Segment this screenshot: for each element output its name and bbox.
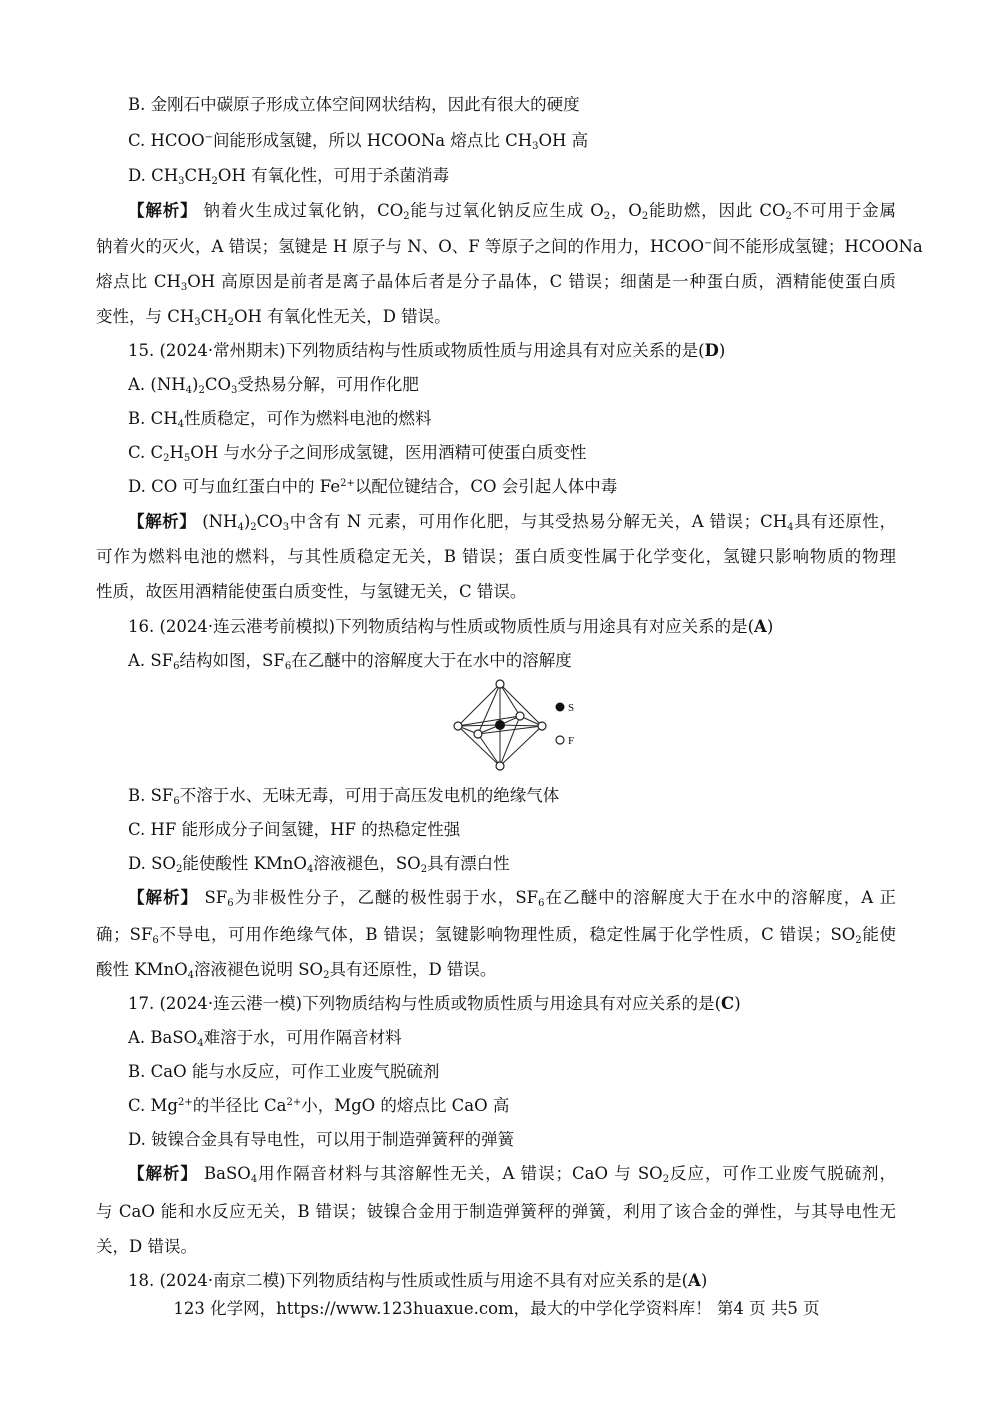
q18-stem: 18. (2024·南京二模)下列物质结构与性质或性质与用途不具有对应关系的是(A) xyxy=(128,1271,708,1290)
q14-option-b: B. 金刚石中碳原子形成立体空间网状结构，因此有很大的硬度 xyxy=(128,95,580,114)
q17-option-b: B. CaO 能与水反应，可作工业废气脱硫剂 xyxy=(128,1062,440,1081)
legend-fluorine-marker xyxy=(556,736,564,744)
q16-option-c: C. HF 能形成分子间氢键，HF 的热稳定性强 xyxy=(128,820,461,839)
q17-option-d: D. 铍镍合金具有导电性，可以用于制造弹簧秤的弹簧 xyxy=(128,1130,515,1149)
analysis-tag: 【解析】 xyxy=(128,201,198,220)
q15-analysis-line-2: 可作为燃料电池的燃料，与其性质稳定无关，B 错误；蛋白质变性属于化学变化，氢键只影响物质的物理 xyxy=(96,547,896,566)
q14-analysis-line-1: 【解析】 钠着火生成过氧化钠，$CO_2$能与过氧化钠反应生成 $O_2$，$O_2$能助燃，因此 $CO_2$不可用于金属 xyxy=(128,201,897,222)
q16-answer: A xyxy=(754,617,767,636)
q15-analysis-line-1: 【解析】 $(NH_4)_2CO_3$中含有 N 元素，可用作化肥，与其受热易分解无关，A 错误；$CH_4$具有还原性， xyxy=(128,512,897,533)
q14-option-c: C. HCOO−间能形成氢键，所以 HCOONa 熔点比 $CH_3OH$ 高 xyxy=(128,131,589,152)
q15-stem: 15. (2024·常州期末)下列物质结构与性质或物质性质与用途具有对应关系的是(D) xyxy=(128,341,726,360)
q15-option-c: C. $C_2H_5OH$ 与水分子之间形成氢键，医用酒精可使蛋白质变性 xyxy=(128,443,587,464)
q15-answer: D xyxy=(704,341,719,360)
legend-fluorine-label: F xyxy=(568,735,575,747)
q17-analysis-line-1: 【解析】 BaSO$_4$用作隔音材料与其溶解性无关，A 错误；CaO 与 $SO_2$反应，可作工业废气脱硫剂， xyxy=(128,1164,897,1185)
fluorine-atom xyxy=(538,722,546,730)
q14-option-d: D. $CH_3CH_2OH$ 有氧化性，可用于杀菌消毒 xyxy=(128,166,450,187)
analysis-tag: 【解析】 xyxy=(128,512,197,531)
q16-analysis-line-1: 【解析】 $SF_6$为非极性分子，乙醚的极性弱于水，$SF_6$在乙醚中的溶解度大于在水中的溶解度，A 正 xyxy=(128,888,896,909)
q15-option-a: A. $(NH_4)_2CO_3$受热易分解，可用作化肥 xyxy=(128,375,419,396)
analysis-tag: 【解析】 xyxy=(128,888,199,907)
q16-option-b: B. $SF_6$不溶于水、无味无毒，可用于高压发电机的绝缘气体 xyxy=(128,786,560,807)
fluorine-atom xyxy=(474,730,482,738)
legend-sulfur-marker xyxy=(556,703,565,712)
q16-option-a: A. $SF_6$结构如图，$SF_6$在乙醚中的溶解度大于在水中的溶解度 xyxy=(128,651,572,672)
fluorine-atom xyxy=(496,680,504,688)
q15-analysis-line-3: 性质，故医用酒精能使蛋白质变性，与氢键无关，C 错误。 xyxy=(96,582,527,601)
q15-option-d: D. CO 可与血红蛋白中的 $Fe^{2+}$以配位键结合，CO 会引起人体中毒 xyxy=(128,477,618,496)
q17-analysis-line-3: 关，D 错误。 xyxy=(96,1237,197,1256)
q15-option-b: B. $CH_4$性质稳定，可作为燃料电池的燃料 xyxy=(128,409,432,430)
q14-analysis-line-4: 变性，与 $CH_3CH_2OH$ 有氧化性无关，D 错误。 xyxy=(96,307,451,328)
q18-answer: A xyxy=(688,1271,701,1290)
fluorine-atom xyxy=(454,722,462,730)
q16-option-d: D. $SO_2$能使酸性 KMnO$_4$溶液褪色，$SO_2$具有漂白性 xyxy=(128,854,510,875)
q17-stem: 17. (2024·连云港一模)下列物质结构与性质或物质性质与用途具有对应关系的是(C) xyxy=(128,994,741,1013)
legend-sulfur-label: S xyxy=(568,702,575,714)
q17-answer: C xyxy=(721,994,735,1013)
sulfur-atom xyxy=(495,720,505,730)
fluorine-atom xyxy=(496,762,504,770)
fluorine-atom xyxy=(516,712,524,720)
q16-analysis-line-3: 酸性 KMnO$_4$溶液褪色说明 $SO_2$具有还原性，D 错误。 xyxy=(96,960,497,981)
q16-analysis-line-2: 确；$SF_6$不导电，可用作绝缘气体，B 错误；氢键影响物理性质，稳定性属于化学性质，C 错误；$SO_2$能使 xyxy=(96,925,896,946)
q14-analysis-line-2: 钠着火的灭火，A 错误；氢键是 H 原子与 N、O、F 等原子之间的作用力，HCOO−间不能形成氢键；HCOONa xyxy=(96,237,923,256)
q16-stem: 16. (2024·连云港考前模拟)下列物质结构与性质或物质性质与用途具有对应关系的是(A) xyxy=(128,617,774,636)
q17-option-c: C. $Mg^{2+}$的半径比 $Ca^{2+}$小，MgO 的熔点比 CaO 高 xyxy=(128,1096,510,1115)
analysis-tag: 【解析】 xyxy=(128,1164,198,1183)
q17-option-a: A. BaSO$_4$难溶于水，可用作隔音材料 xyxy=(128,1028,402,1049)
q14-analysis-line-3: 熔点比 $CH_3OH$ 高原因是前者是离子晶体后者是分子晶体，C 错误；细菌是一种蛋白质，酒精能使蛋白质 xyxy=(96,272,896,293)
q17-analysis-line-2: 与 CaO 能和水反应无关，B 错误；铍镍合金用于制造弹簧秤的弹簧，利用了该合金的弹性，与其导电性无 xyxy=(96,1202,896,1221)
sf6-structure-figure xyxy=(448,676,598,776)
page-footer: 123 化学网，https://www.123huaxue.com，最大的中学化学资料库！ 第4 页 共5 页 xyxy=(173,1299,820,1318)
